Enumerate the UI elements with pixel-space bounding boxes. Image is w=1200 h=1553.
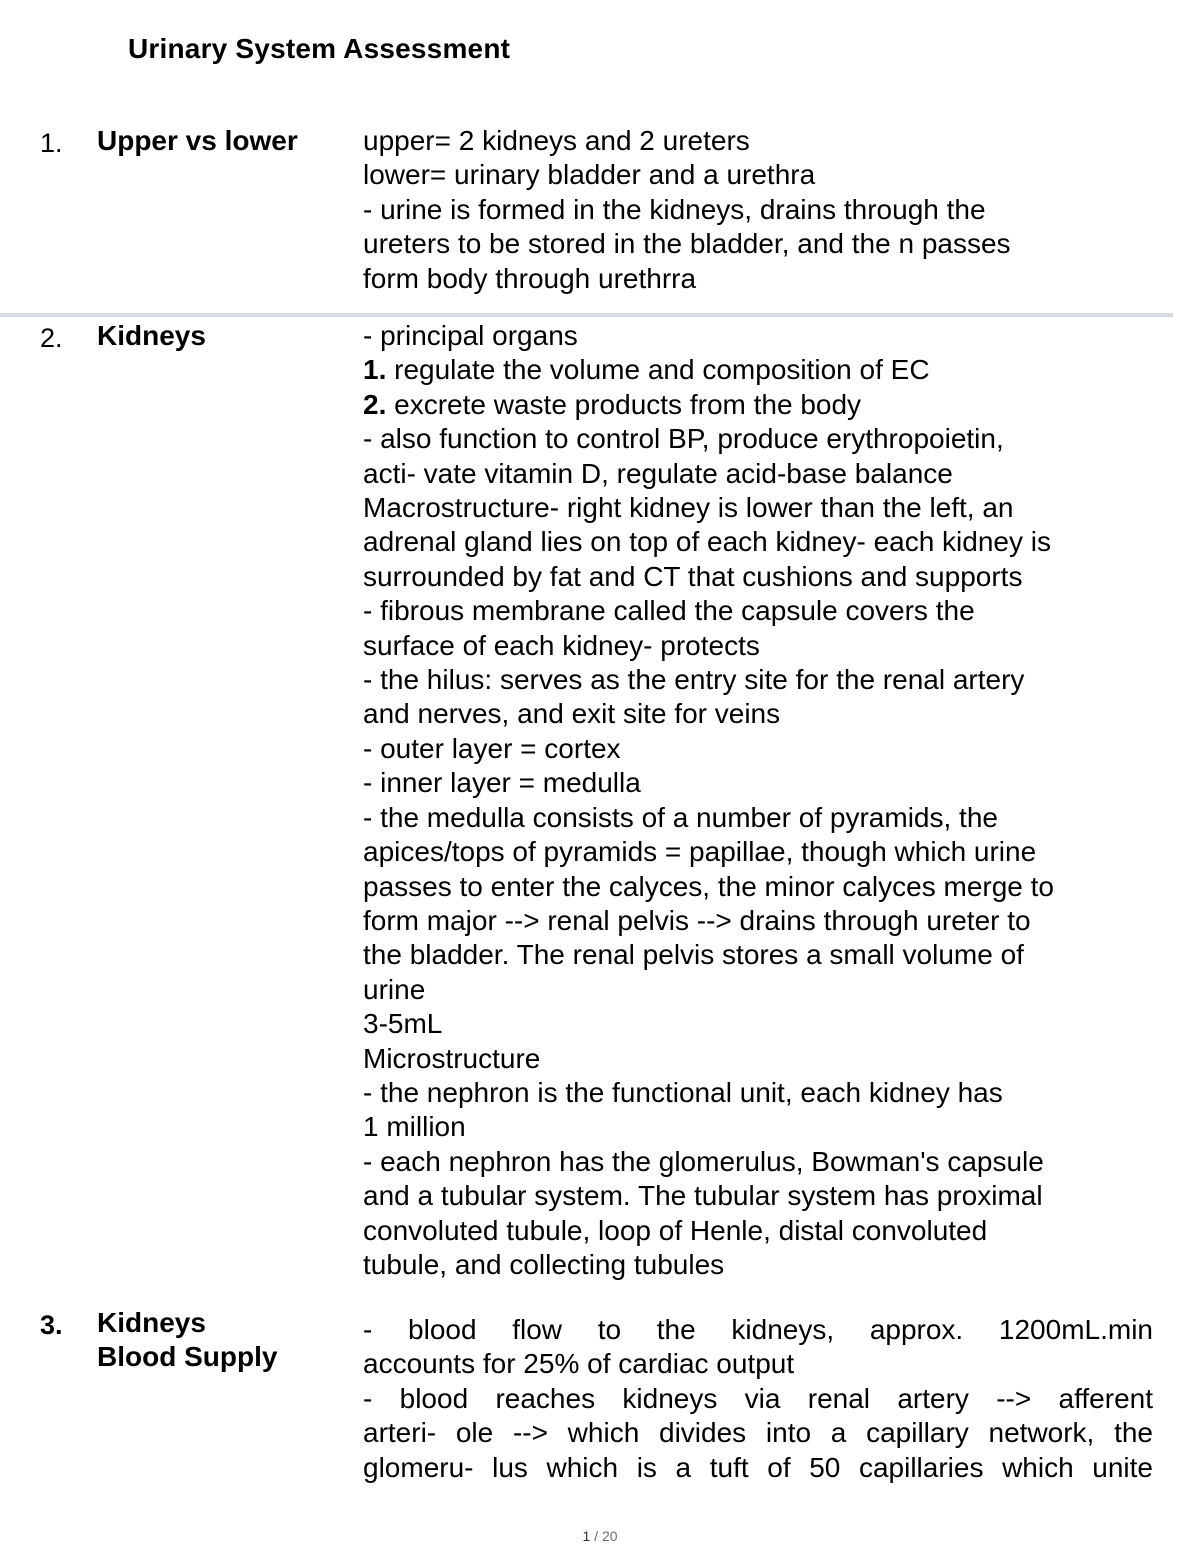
content-line: - the hilus: serves as the entry site for the renal artery: [363, 664, 1025, 696]
content-line: urine: [363, 973, 426, 1005]
content-line: adrenal gland lies on top of each kidney- each kidney is: [363, 526, 1051, 558]
label-line: Kidneys: [97, 1307, 206, 1338]
content-line: surrounded by fat and CT that cushions and supports: [363, 560, 1023, 592]
content-line: tubule, and collecting tubules: [363, 1248, 725, 1280]
content-line: ureters to be stored in the bladder, and the n passes: [363, 228, 1011, 260]
content-line: lower= urinary bladder and a urethra: [363, 159, 816, 191]
content-line: apices/tops of pyramids = papillae, though which urine: [363, 836, 1037, 868]
content-line: 1 million: [363, 1111, 466, 1143]
content-line: - principal organs: [363, 320, 578, 351]
content-line-numbered: [363, 388, 1153, 422]
content-line: and a tubular system. The tubular system has proximal: [363, 1180, 1043, 1212]
content-line: arteri- ole --> which divides into a capillary network, the: [363, 1417, 1153, 1449]
content-line: Macrostructure- right kidney is lower than the left, an: [363, 492, 1014, 524]
section-label: Upper vs lower: [97, 125, 298, 156]
item-text: excrete waste products from the body: [394, 388, 862, 420]
content-line: - also function to control BP, produce erythropoietin,: [363, 423, 1004, 455]
section-content: [363, 1313, 1153, 1485]
content-line: form body through urethrra: [363, 262, 697, 294]
content-line: passes to enter the calyces, the minor calyces merge to: [363, 870, 1054, 902]
content-line: - urine is formed in the kidneys, drains through the: [363, 193, 986, 225]
content-line-numbered: [363, 353, 1153, 387]
page-separator: /: [594, 1528, 599, 1544]
content-line: and nerves, and exit site for veins: [363, 698, 781, 730]
content-line: accounts for 25% of cardiac output: [363, 1348, 795, 1380]
content-line: glomeru- lus which is a tuft of 50 capillaries which unite: [363, 1451, 1153, 1483]
total-pages: 20: [601, 1528, 618, 1544]
item-number: 2.: [363, 388, 387, 420]
content-line: - outer layer = cortex: [363, 732, 621, 764]
content-line: upper= 2 kidneys and 2 ureters: [363, 125, 750, 156]
section-label: [97, 1306, 347, 1375]
content-line: 3-5mL: [363, 1008, 443, 1040]
section-content: [363, 319, 1153, 1282]
content-line: form major --> renal pelvis --> drains through ureter to: [363, 904, 1031, 936]
section-number: 2.: [40, 323, 63, 353]
section-divider: [0, 313, 1173, 317]
content-line: surface of each kidney- protects: [363, 629, 760, 661]
document-title: Urinary System Assessment: [128, 33, 511, 64]
content-line: - each nephron has the glomerulus, Bowman's capsule: [363, 1145, 1044, 1177]
content-line: acti- vate vitamin D, regulate acid-base balance: [363, 457, 953, 489]
content-line: - fibrous membrane called the capsule covers the: [363, 595, 975, 627]
content-line: - blood reaches kidneys via renal artery --> afferent: [363, 1382, 1153, 1414]
content-line: - the nephron is the functional unit, each kidney has: [363, 1076, 1003, 1108]
page-indicator: [0, 1528, 1200, 1544]
content-line: - blood flow to the kidneys, approx. 1200mL.min: [363, 1314, 1153, 1345]
content-line: the bladder. The renal pelvis stores a small volume of: [363, 939, 1024, 971]
item-number: 1.: [363, 354, 387, 386]
content-line: convoluted tubule, loop of Henle, distal convoluted: [363, 1214, 988, 1246]
content-line: Microstructure: [363, 1042, 541, 1074]
section-number: 3.: [40, 1310, 63, 1340]
content-line: - inner layer = medulla: [363, 767, 641, 799]
item-text: regulate the volume and composition of EC: [394, 354, 930, 386]
content-line: - the medulla consists of a number of pyramids, the: [363, 801, 998, 833]
current-page: 1: [582, 1528, 591, 1544]
label-line: Blood Supply: [97, 1341, 278, 1373]
section-content: [363, 124, 1153, 296]
section-label: Kidneys: [97, 320, 206, 351]
section-number: 1.: [40, 128, 63, 158]
